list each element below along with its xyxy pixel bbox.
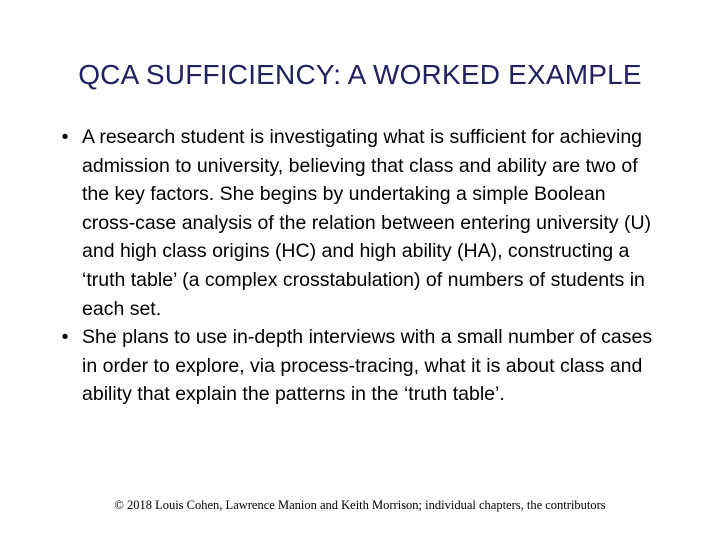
bullet-text: A research student is investigating what is sufficient for achieving admission to university, believing that class and ability are two of the key factors. She begins by undertaking a simple Boolean cross-case analysis of the relation between entering university (U) and high class origins (HC) and high ability (HA), constructing a ‘truth table’ (a complex crosstabulation) of numbers of students in each set. bbox=[82, 126, 652, 320]
bullet-dot-icon: • bbox=[61, 126, 69, 148]
bullet-text: She plans to use in-depth interviews with a small number of cases in order to explore, via process-tracing, what it is about class and ability that explain the patterns in the ‘truth table’. bbox=[82, 326, 653, 406]
copyright-footer: © 2018 Louis Cohen, Lawrence Manion and Keith Morrison; individual chapters, the contributors bbox=[114, 498, 606, 512]
bullet-item bbox=[58, 323, 658, 409]
bullet-list bbox=[58, 123, 658, 409]
bullet-dot-icon: • bbox=[61, 326, 69, 349]
bullet-item bbox=[58, 123, 658, 323]
slide-title: QCA SUFFICIENCY: A WORKED EXAMPLE bbox=[78, 59, 642, 90]
